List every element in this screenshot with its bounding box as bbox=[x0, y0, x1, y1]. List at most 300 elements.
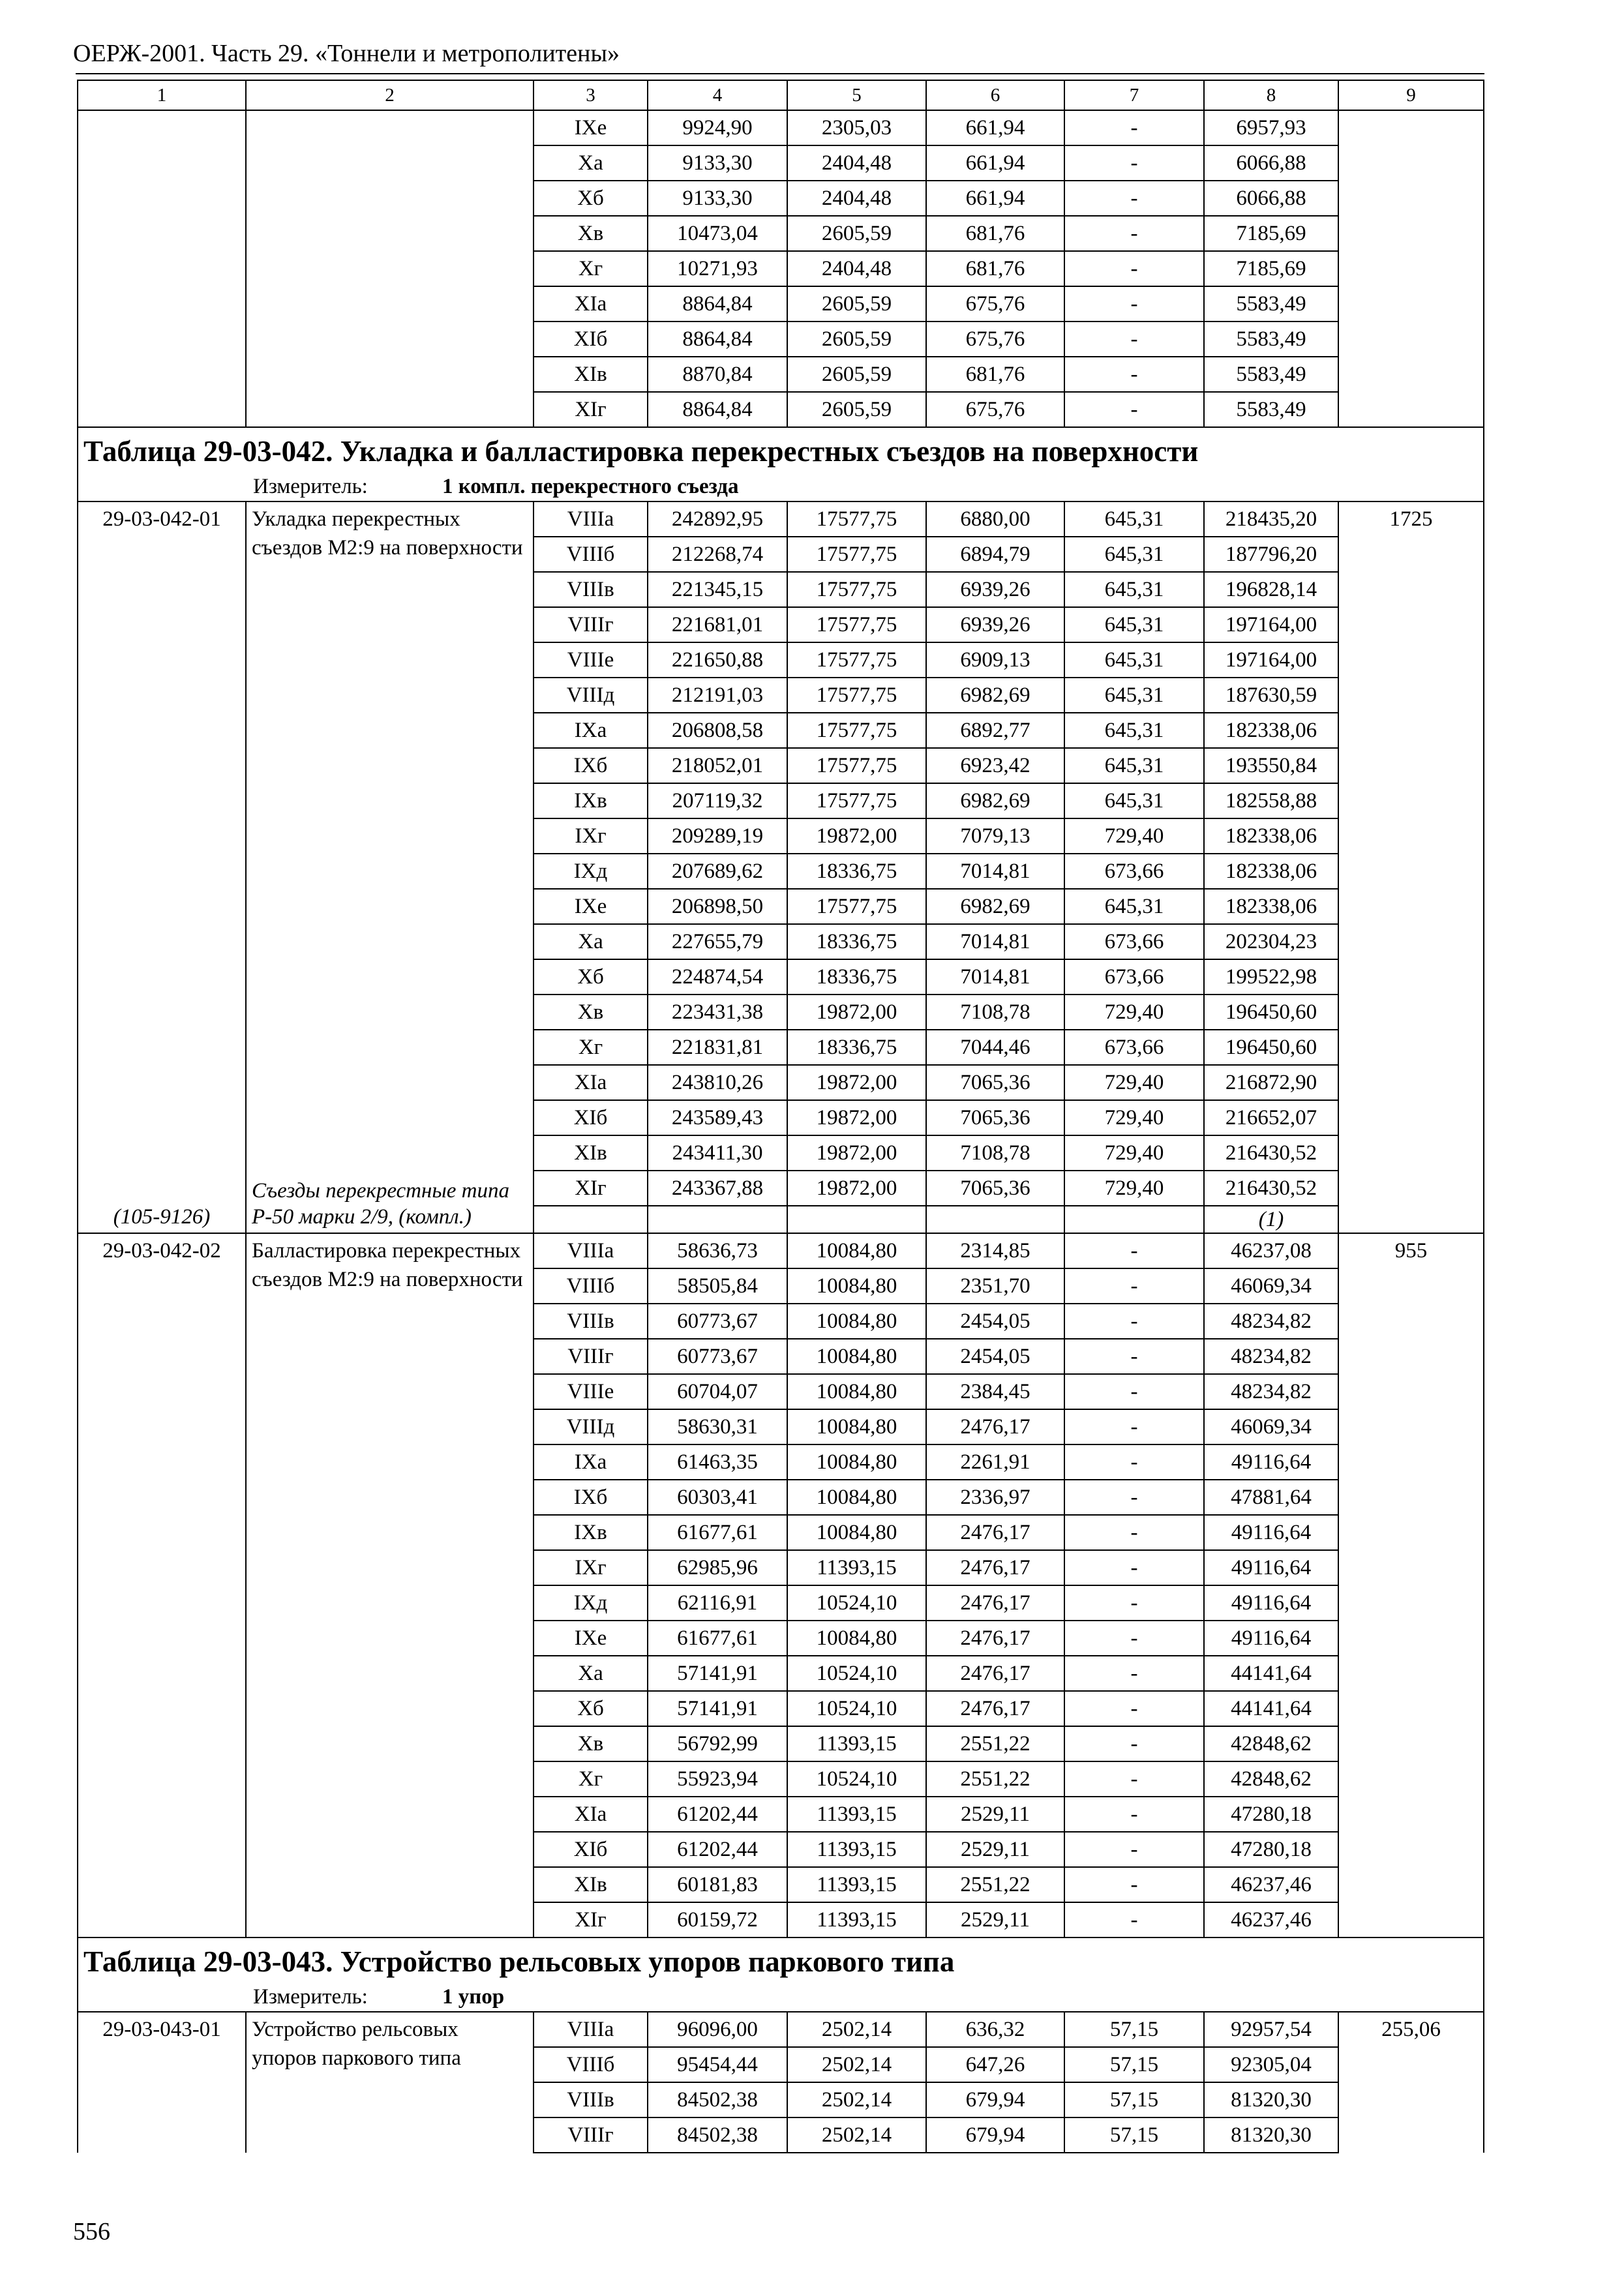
cell-col7: - bbox=[1064, 110, 1204, 145]
cell-col8: 202304,23 bbox=[1204, 924, 1338, 959]
cell-col8: 182338,06 bbox=[1204, 818, 1338, 854]
cell-col5: 11393,15 bbox=[787, 1550, 926, 1585]
cell-col5: 11393,15 bbox=[787, 1797, 926, 1832]
cell-col8: 46069,34 bbox=[1204, 1409, 1338, 1444]
cell-col8: 187630,59 bbox=[1204, 678, 1338, 713]
cell-col5: 10084,80 bbox=[787, 1233, 926, 1268]
cell-col8: 44141,64 bbox=[1204, 1656, 1338, 1691]
cell-col5: 19872,00 bbox=[787, 818, 926, 854]
cell-col3: XIг bbox=[534, 1902, 648, 1937]
cell-col5: 17577,75 bbox=[787, 607, 926, 642]
cell-col4: 62116,91 bbox=[648, 1585, 787, 1621]
col9-value: 255,06 bbox=[1338, 2012, 1484, 2153]
cell-col6: 2336,97 bbox=[926, 1480, 1064, 1515]
cell-col5: 17577,75 bbox=[787, 572, 926, 607]
cell-col5: 2502,14 bbox=[787, 2047, 926, 2082]
cell-col4: 207119,32 bbox=[648, 783, 787, 818]
cell-col3: VIIIд bbox=[534, 678, 648, 713]
meter-value: 1 упор bbox=[442, 1985, 505, 2009]
cell-col7: 645,31 bbox=[1064, 748, 1204, 783]
cell-col5: 2305,03 bbox=[787, 110, 926, 145]
cell-col6: 6982,69 bbox=[926, 889, 1064, 924]
cell-col4: 62985,96 bbox=[648, 1550, 787, 1585]
cell-col6: 7065,36 bbox=[926, 1100, 1064, 1135]
cell-col4: 55923,94 bbox=[648, 1761, 787, 1797]
cell-col4: 212268,74 bbox=[648, 537, 787, 572]
cell-col7: - bbox=[1064, 1726, 1204, 1761]
cell-col6: 2476,17 bbox=[926, 1550, 1064, 1585]
cell-col4: 57141,91 bbox=[648, 1656, 787, 1691]
cell-col5: 11393,15 bbox=[787, 1902, 926, 1937]
cell-col3: IXг bbox=[534, 1550, 648, 1585]
cell-col3: XIб bbox=[534, 1832, 648, 1867]
cell-col4: 227655,79 bbox=[648, 924, 787, 959]
cell-col3: IXб bbox=[534, 748, 648, 783]
cell-col7: 729,40 bbox=[1064, 1100, 1204, 1135]
cell-col3: Xб bbox=[534, 181, 648, 216]
cell-col6: 675,76 bbox=[926, 286, 1064, 322]
cell-col4: 58505,84 bbox=[648, 1268, 787, 1304]
cell-col8: 7185,69 bbox=[1204, 216, 1338, 251]
cell-col7: 57,15 bbox=[1064, 2082, 1204, 2117]
cell-col3: Xв bbox=[534, 216, 648, 251]
cell-col6: 2454,05 bbox=[926, 1304, 1064, 1339]
cell-col8: 49116,64 bbox=[1204, 1585, 1338, 1621]
cell-col5: 11393,15 bbox=[787, 1726, 926, 1761]
cell-col4: 221650,88 bbox=[648, 642, 787, 678]
cell-col5: 18336,75 bbox=[787, 1030, 926, 1065]
cell-col6 bbox=[926, 1206, 1064, 1233]
cell-col8: 81320,30 bbox=[1204, 2117, 1338, 2153]
cell-col6: 6894,79 bbox=[926, 537, 1064, 572]
cell-col7: 673,66 bbox=[1064, 924, 1204, 959]
resource-qty: (1) bbox=[1204, 1206, 1338, 1233]
cell-col3: VIIIа bbox=[534, 501, 648, 537]
cell-col3: Xв bbox=[534, 995, 648, 1030]
cell-col3: IXб bbox=[534, 1480, 648, 1515]
cell-col7: 645,31 bbox=[1064, 572, 1204, 607]
cell-col6: 681,76 bbox=[926, 357, 1064, 392]
cell-col6: 2476,17 bbox=[926, 1585, 1064, 1621]
cell-col7: - bbox=[1064, 1867, 1204, 1902]
cell-col8: 7185,69 bbox=[1204, 251, 1338, 286]
cell-col8: 49116,64 bbox=[1204, 1515, 1338, 1550]
cell-col3: Xа bbox=[534, 924, 648, 959]
cell-col4: 9924,90 bbox=[648, 110, 787, 145]
cell-col4: 60773,67 bbox=[648, 1304, 787, 1339]
cell-col4: 206898,50 bbox=[648, 889, 787, 924]
cell-col3: VIIIе bbox=[534, 1374, 648, 1409]
cell-col5: 10524,10 bbox=[787, 1761, 926, 1797]
column-header-9: 9 bbox=[1338, 80, 1484, 110]
meter-value: 1 компл. перекрестного съезда bbox=[442, 475, 739, 498]
cell-col8: 48234,82 bbox=[1204, 1374, 1338, 1409]
cell-col5: 10084,80 bbox=[787, 1339, 926, 1374]
cell-col6: 661,94 bbox=[926, 181, 1064, 216]
cell-col3: IXе bbox=[534, 889, 648, 924]
cell-col4: 84502,38 bbox=[648, 2082, 787, 2117]
col9-value: 955 bbox=[1338, 1233, 1484, 1937]
cell-col4: 61202,44 bbox=[648, 1832, 787, 1867]
cell-col6: 6939,26 bbox=[926, 607, 1064, 642]
table-title: Таблица 29-03-042. Укладка и балластировка перекрестных съездов на поверхности bbox=[83, 435, 1199, 468]
cell-col5: 19872,00 bbox=[787, 1100, 926, 1135]
table-row bbox=[78, 110, 1484, 145]
cell-col3: IXа bbox=[534, 713, 648, 748]
cell-col7: 645,31 bbox=[1064, 678, 1204, 713]
cell-col6: 7108,78 bbox=[926, 995, 1064, 1030]
cell-col3: VIIIб bbox=[534, 2047, 648, 2082]
meter-line bbox=[83, 472, 1478, 501]
cell-col8: 187796,20 bbox=[1204, 537, 1338, 572]
cell-col4: 61677,61 bbox=[648, 1621, 787, 1656]
cell-col5: 2502,14 bbox=[787, 2117, 926, 2153]
cell-col5: 17577,75 bbox=[787, 678, 926, 713]
cell-col4: 60159,72 bbox=[648, 1902, 787, 1937]
cell-col4: 96096,00 bbox=[648, 2012, 787, 2047]
cell-col8: 47280,18 bbox=[1204, 1797, 1338, 1832]
cell-col7: 645,31 bbox=[1064, 713, 1204, 748]
cell-col8: 6066,88 bbox=[1204, 145, 1338, 181]
cell-col6: 6982,69 bbox=[926, 678, 1064, 713]
cell-col8: 196450,60 bbox=[1204, 1030, 1338, 1065]
cell-col5: 2605,59 bbox=[787, 286, 926, 322]
cell-col5: 10084,80 bbox=[787, 1268, 926, 1304]
cell-col4: 61677,61 bbox=[648, 1515, 787, 1550]
cell-col8: 182558,88 bbox=[1204, 783, 1338, 818]
cell-col4: 221681,01 bbox=[648, 607, 787, 642]
cell-col6: 661,94 bbox=[926, 110, 1064, 145]
cell-col3: VIIIг bbox=[534, 607, 648, 642]
cell-col7: - bbox=[1064, 1268, 1204, 1304]
cell-col6: 675,76 bbox=[926, 322, 1064, 357]
cell-col5: 17577,75 bbox=[787, 501, 926, 537]
cell-col3: XIа bbox=[534, 286, 648, 322]
cell-col3: VIIIе bbox=[534, 642, 648, 678]
cell-col6: 7065,36 bbox=[926, 1171, 1064, 1206]
cell-col3: Xб bbox=[534, 1691, 648, 1726]
cell-col4: 224874,54 bbox=[648, 959, 787, 995]
resource-code: (105-9126) bbox=[113, 1205, 211, 1229]
cell-col3: XIг bbox=[534, 1171, 648, 1206]
cell-col7: 57,15 bbox=[1064, 2012, 1204, 2047]
cell-col5: 2605,59 bbox=[787, 322, 926, 357]
cell-col6: 7014,81 bbox=[926, 924, 1064, 959]
cell-col7: 729,40 bbox=[1064, 818, 1204, 854]
cell-col4: 206808,58 bbox=[648, 713, 787, 748]
cell-col7 bbox=[1064, 1206, 1204, 1233]
rate-description-text: Балластировка перекрестных съездов М2:9 на поверхности bbox=[252, 1239, 523, 1291]
cell-col6: 2476,17 bbox=[926, 1691, 1064, 1726]
cell-col8: 46237,46 bbox=[1204, 1902, 1338, 1937]
rate-description-text: Укладка перекрестных съездов М2:9 на поверхности bbox=[252, 507, 523, 560]
cell-col6: 2261,91 bbox=[926, 1444, 1064, 1480]
column-header-row bbox=[78, 80, 1484, 110]
cell-col3: IXд bbox=[534, 854, 648, 889]
cell-col3 bbox=[534, 1206, 648, 1233]
cell-col6: 7079,13 bbox=[926, 818, 1064, 854]
rate-description bbox=[246, 110, 534, 427]
cell-col8: 5583,49 bbox=[1204, 357, 1338, 392]
rates-table bbox=[77, 80, 1484, 2153]
cell-col3: XIа bbox=[534, 1797, 648, 1832]
cell-col5: 17577,75 bbox=[787, 537, 926, 572]
cell-col6: 647,26 bbox=[926, 2047, 1064, 2082]
cell-col6: 2551,22 bbox=[926, 1867, 1064, 1902]
cell-col4: 8864,84 bbox=[648, 322, 787, 357]
cell-col3: IXа bbox=[534, 1444, 648, 1480]
cell-col4: 223431,38 bbox=[648, 995, 787, 1030]
cell-col3: Xа bbox=[534, 145, 648, 181]
cell-col6: 6982,69 bbox=[926, 783, 1064, 818]
cell-col5: 17577,75 bbox=[787, 713, 926, 748]
cell-col7: - bbox=[1064, 1515, 1204, 1550]
meter-label: Измеритель: bbox=[253, 1985, 368, 2009]
cell-col7: 645,31 bbox=[1064, 642, 1204, 678]
cell-col5: 19872,00 bbox=[787, 1135, 926, 1171]
cell-col4: 8864,84 bbox=[648, 392, 787, 427]
cell-col8: 5583,49 bbox=[1204, 322, 1338, 357]
rate-description bbox=[246, 2012, 534, 2153]
cell-col4: 8870,84 bbox=[648, 357, 787, 392]
cell-col6: 2476,17 bbox=[926, 1621, 1064, 1656]
cell-col3: XIв bbox=[534, 357, 648, 392]
cell-col8: 216652,07 bbox=[1204, 1100, 1338, 1135]
cell-col8: 5583,49 bbox=[1204, 392, 1338, 427]
cell-col7: 729,40 bbox=[1064, 1065, 1204, 1100]
cell-col4: 243367,88 bbox=[648, 1171, 787, 1206]
cell-col3: VIIIв bbox=[534, 572, 648, 607]
cell-col4: 218052,01 bbox=[648, 748, 787, 783]
cell-col5: 11393,15 bbox=[787, 1867, 926, 1902]
cell-col8: 49116,64 bbox=[1204, 1621, 1338, 1656]
cell-col3: XIв bbox=[534, 1867, 648, 1902]
cell-col6: 2551,22 bbox=[926, 1761, 1064, 1797]
cell-col5: 2605,59 bbox=[787, 216, 926, 251]
cell-col7: 729,40 bbox=[1064, 1171, 1204, 1206]
table-row bbox=[78, 2012, 1484, 2047]
cell-col3: XIб bbox=[534, 322, 648, 357]
cell-col5: 19872,00 bbox=[787, 1171, 926, 1206]
cell-col3: VIIIб bbox=[534, 537, 648, 572]
cell-col6: 6923,42 bbox=[926, 748, 1064, 783]
cell-col4: 10473,04 bbox=[648, 216, 787, 251]
cell-col7: - bbox=[1064, 251, 1204, 286]
cell-col8: 49116,64 bbox=[1204, 1550, 1338, 1585]
table-title: Таблица 29-03-043. Устройство рельсовых упоров паркового типа bbox=[83, 1945, 955, 1978]
cell-col6: 2551,22 bbox=[926, 1726, 1064, 1761]
rate-code: 29-03-042-02 bbox=[78, 1233, 246, 1937]
cell-col7: 673,66 bbox=[1064, 959, 1204, 995]
cell-col7: 57,15 bbox=[1064, 2117, 1204, 2153]
page-number: 556 bbox=[73, 2218, 110, 2245]
cell-col5: 17577,75 bbox=[787, 783, 926, 818]
cell-col4: 10271,93 bbox=[648, 251, 787, 286]
cell-col8: 5583,49 bbox=[1204, 286, 1338, 322]
cell-col6: 2476,17 bbox=[926, 1656, 1064, 1691]
cell-col4: 8864,84 bbox=[648, 286, 787, 322]
cell-col7: 645,31 bbox=[1064, 501, 1204, 537]
cell-col5: 2502,14 bbox=[787, 2082, 926, 2117]
cell-col8: 197164,00 bbox=[1204, 607, 1338, 642]
cell-col3: IXв bbox=[534, 1515, 648, 1550]
cell-col5: 2404,48 bbox=[787, 181, 926, 216]
cell-col8: 47280,18 bbox=[1204, 1832, 1338, 1867]
cell-col5: 17577,75 bbox=[787, 889, 926, 924]
table-title-row bbox=[78, 427, 1484, 501]
cell-col7: 729,40 bbox=[1064, 1135, 1204, 1171]
cell-col7: - bbox=[1064, 1902, 1204, 1937]
cell-col6: 2476,17 bbox=[926, 1409, 1064, 1444]
cell-col7: - bbox=[1064, 1444, 1204, 1480]
cell-col6: 681,76 bbox=[926, 251, 1064, 286]
cell-col8: 196828,14 bbox=[1204, 572, 1338, 607]
cell-col4: 243810,26 bbox=[648, 1065, 787, 1100]
cell-col5: 19872,00 bbox=[787, 995, 926, 1030]
cell-col8: 44141,64 bbox=[1204, 1691, 1338, 1726]
cell-col4: 209289,19 bbox=[648, 818, 787, 854]
cell-col5: 10524,10 bbox=[787, 1656, 926, 1691]
cell-col7: 673,66 bbox=[1064, 854, 1204, 889]
cell-col5: 2404,48 bbox=[787, 251, 926, 286]
cell-col7: - bbox=[1064, 216, 1204, 251]
cell-col6: 6909,13 bbox=[926, 642, 1064, 678]
cell-col8: 81320,30 bbox=[1204, 2082, 1338, 2117]
cell-col3: IXд bbox=[534, 1585, 648, 1621]
cell-col5: 10084,80 bbox=[787, 1480, 926, 1515]
cell-col3: VIIIг bbox=[534, 2117, 648, 2153]
rate-description-text: Устройство рельсовых упоров паркового типа bbox=[252, 2018, 461, 2070]
cell-col4: 61202,44 bbox=[648, 1797, 787, 1832]
cell-col8: 46237,46 bbox=[1204, 1867, 1338, 1902]
cell-col3: VIIIа bbox=[534, 1233, 648, 1268]
cell-col4: 9133,30 bbox=[648, 181, 787, 216]
cell-col8: 48234,82 bbox=[1204, 1304, 1338, 1339]
col9-value: 1725 bbox=[1338, 501, 1484, 1233]
cell-col8: 42848,62 bbox=[1204, 1761, 1338, 1797]
cell-col8: 199522,98 bbox=[1204, 959, 1338, 995]
cell-col3: IXе bbox=[534, 110, 648, 145]
cell-col3: VIIIа bbox=[534, 2012, 648, 2047]
cell-col4: 212191,03 bbox=[648, 678, 787, 713]
cell-col6: 681,76 bbox=[926, 216, 1064, 251]
cell-col5: 2404,48 bbox=[787, 145, 926, 181]
cell-col3: Xа bbox=[534, 1656, 648, 1691]
cell-col4: 58636,73 bbox=[648, 1233, 787, 1268]
cell-col5: 18336,75 bbox=[787, 854, 926, 889]
page-header: ОЕРЖ-2001. Часть 29. «Тоннели и метрополитены» bbox=[73, 40, 620, 67]
cell-col7: - bbox=[1064, 1480, 1204, 1515]
cell-col4: 60773,67 bbox=[648, 1339, 787, 1374]
cell-col5: 19872,00 bbox=[787, 1065, 926, 1100]
cell-col4: 242892,95 bbox=[648, 501, 787, 537]
cell-col5: 2605,59 bbox=[787, 357, 926, 392]
column-header-1: 1 bbox=[78, 80, 246, 110]
header-rule bbox=[76, 73, 1484, 74]
cell-col4: 221831,81 bbox=[648, 1030, 787, 1065]
rate-description bbox=[246, 501, 534, 1233]
cell-col6: 2351,70 bbox=[926, 1268, 1064, 1304]
cell-col7: 645,31 bbox=[1064, 783, 1204, 818]
rate-code: 29-03-042-01 (105-9126) bbox=[78, 501, 246, 1233]
column-header-2: 2 bbox=[246, 80, 534, 110]
cell-col5: 10084,80 bbox=[787, 1374, 926, 1409]
cell-col5: 18336,75 bbox=[787, 959, 926, 995]
cell-col3: IXг bbox=[534, 818, 648, 854]
col9-value bbox=[1338, 110, 1484, 427]
cell-col8: 6066,88 bbox=[1204, 181, 1338, 216]
meter-label: Измеритель: bbox=[253, 475, 368, 498]
table-title-cell bbox=[78, 427, 1484, 501]
cell-col7: - bbox=[1064, 1761, 1204, 1797]
cell-col4: 243411,30 bbox=[648, 1135, 787, 1171]
cell-col7: - bbox=[1064, 1832, 1204, 1867]
cell-col6: 7014,81 bbox=[926, 854, 1064, 889]
cell-col8: 182338,06 bbox=[1204, 713, 1338, 748]
cell-col4: 243589,43 bbox=[648, 1100, 787, 1135]
cell-col6: 679,94 bbox=[926, 2117, 1064, 2153]
cell-col7: - bbox=[1064, 286, 1204, 322]
cell-col7: 57,15 bbox=[1064, 2047, 1204, 2082]
cell-col4: 207689,62 bbox=[648, 854, 787, 889]
cell-col8: 6957,93 bbox=[1204, 110, 1338, 145]
cell-col4: 60704,07 bbox=[648, 1374, 787, 1409]
cell-col8: 46069,34 bbox=[1204, 1268, 1338, 1304]
cell-col6: 679,94 bbox=[926, 2082, 1064, 2117]
cell-col5: 17577,75 bbox=[787, 642, 926, 678]
cell-col7: - bbox=[1064, 1409, 1204, 1444]
cell-col6: 675,76 bbox=[926, 392, 1064, 427]
cell-col3: Xг bbox=[534, 1761, 648, 1797]
cell-col4: 60181,83 bbox=[648, 1867, 787, 1902]
cell-col7: - bbox=[1064, 1691, 1204, 1726]
cell-col8: 193550,84 bbox=[1204, 748, 1338, 783]
cell-col5: 10084,80 bbox=[787, 1304, 926, 1339]
cell-col6: 661,94 bbox=[926, 145, 1064, 181]
cell-col6: 2529,11 bbox=[926, 1832, 1064, 1867]
cell-col6: 6939,26 bbox=[926, 572, 1064, 607]
cell-col7: - bbox=[1064, 357, 1204, 392]
cell-col4: 57141,91 bbox=[648, 1691, 787, 1726]
meter-line bbox=[83, 1982, 1478, 2011]
cell-col3: Xв bbox=[534, 1726, 648, 1761]
table-row bbox=[78, 1233, 1484, 1268]
cell-col7: 729,40 bbox=[1064, 995, 1204, 1030]
cell-col3: Xг bbox=[534, 251, 648, 286]
cell-col3: XIг bbox=[534, 392, 648, 427]
cell-col6: 7044,46 bbox=[926, 1030, 1064, 1065]
cell-col8: 197164,00 bbox=[1204, 642, 1338, 678]
cell-col8: 216430,52 bbox=[1204, 1135, 1338, 1171]
cell-col4: 58630,31 bbox=[648, 1409, 787, 1444]
cell-col5: 10084,80 bbox=[787, 1621, 926, 1656]
cell-col5: 10524,10 bbox=[787, 1691, 926, 1726]
cell-col7: - bbox=[1064, 1304, 1204, 1339]
cell-col3: Xг bbox=[534, 1030, 648, 1065]
cell-col7: - bbox=[1064, 322, 1204, 357]
cell-col7: - bbox=[1064, 1550, 1204, 1585]
cell-col4: 9133,30 bbox=[648, 145, 787, 181]
cell-col5: 10084,80 bbox=[787, 1409, 926, 1444]
cell-col4: 95454,44 bbox=[648, 2047, 787, 2082]
column-header-8: 8 bbox=[1204, 80, 1338, 110]
cell-col8: 216430,52 bbox=[1204, 1171, 1338, 1206]
cell-col5 bbox=[787, 1206, 926, 1233]
cell-col8: 182338,06 bbox=[1204, 889, 1338, 924]
cell-col8: 218435,20 bbox=[1204, 501, 1338, 537]
table-title-row bbox=[78, 1937, 1484, 2012]
rate-code bbox=[78, 110, 246, 427]
